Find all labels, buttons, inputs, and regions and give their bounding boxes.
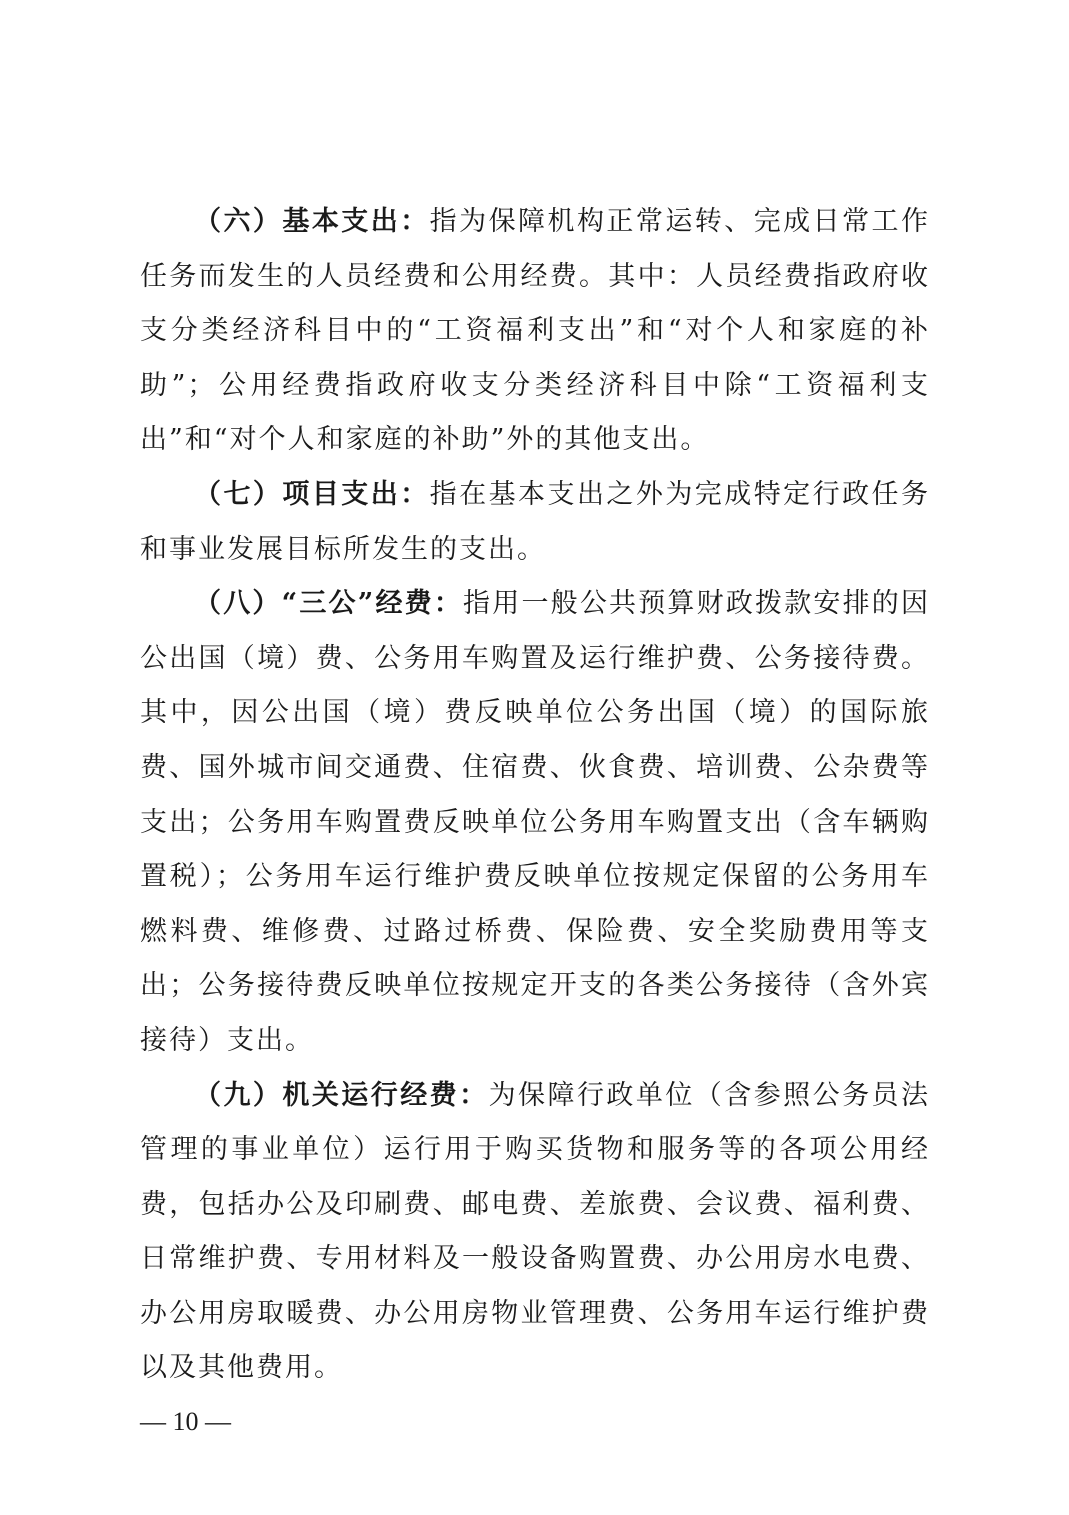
document-body <box>140 195 930 1396</box>
paragraph-heading: （七）项目支出： <box>194 478 430 510</box>
paragraph-basic-expenditure <box>140 195 930 468</box>
paragraph-text: 指为保障机构正常运转、完成日常工作任务而发生的人员经费和公用经费。其中：人员经费指政府收支分类经济科目中的“工资福利支出”和“对个人和家庭的补助”；公用经费指政府收支分类经济科目中除“工资福利支出”和“对个人和家庭的补助”外的其他支出。 <box>140 206 931 456</box>
paragraph-heading: （八）“三公”经费： <box>194 588 464 620</box>
paragraph-heading: （九）机关运行经费： <box>194 1079 489 1111</box>
page-number: — 10 — <box>140 1407 231 1436</box>
paragraph-three-public-expenses <box>140 577 930 1068</box>
paragraph-text: 指用一般公共预算财政拨款安排的因公出国（境）费、公务用车购置及运行维护费、公务接待费。其中，因公出国（境）费反映单位公务出国（境）的国际旅费、国外城市间交通费、住宿费、伙食费、培训费、公杂费等支出；公务用车购置费反映单位公务用车购置支出（含车辆购置税）；公务用车运行维护费反映单位按规定保留的公务用车燃料费、维修费、过路过桥费、保险费、安全奖励费用等支出；公务接待费反映单位按规定开支的各类公务接待（含外宾接待）支出。 <box>140 588 931 1056</box>
paragraph-heading: （六）基本支出： <box>194 206 430 237</box>
paragraph-operating-expenses <box>140 1069 930 1397</box>
paragraph-text: 为保障行政单位（含参照公务员法管理的事业单位）运行用于购买货物和服务等的各项公用经费，包括办公及印刷费、邮电费、差旅费、会议费、福利费、日常维护费、专用材料及一般设备购置费、办公用房水电费、办公用房取暖费、办公用房物业管理费、公务用车运行维护费以及其他费用。 <box>140 1079 931 1384</box>
paragraph-text: 指在基本支出之外为完成特定行政任务和事业发展目标所发生的支出。 <box>140 478 931 565</box>
paragraph-project-expenditure <box>140 468 930 577</box>
